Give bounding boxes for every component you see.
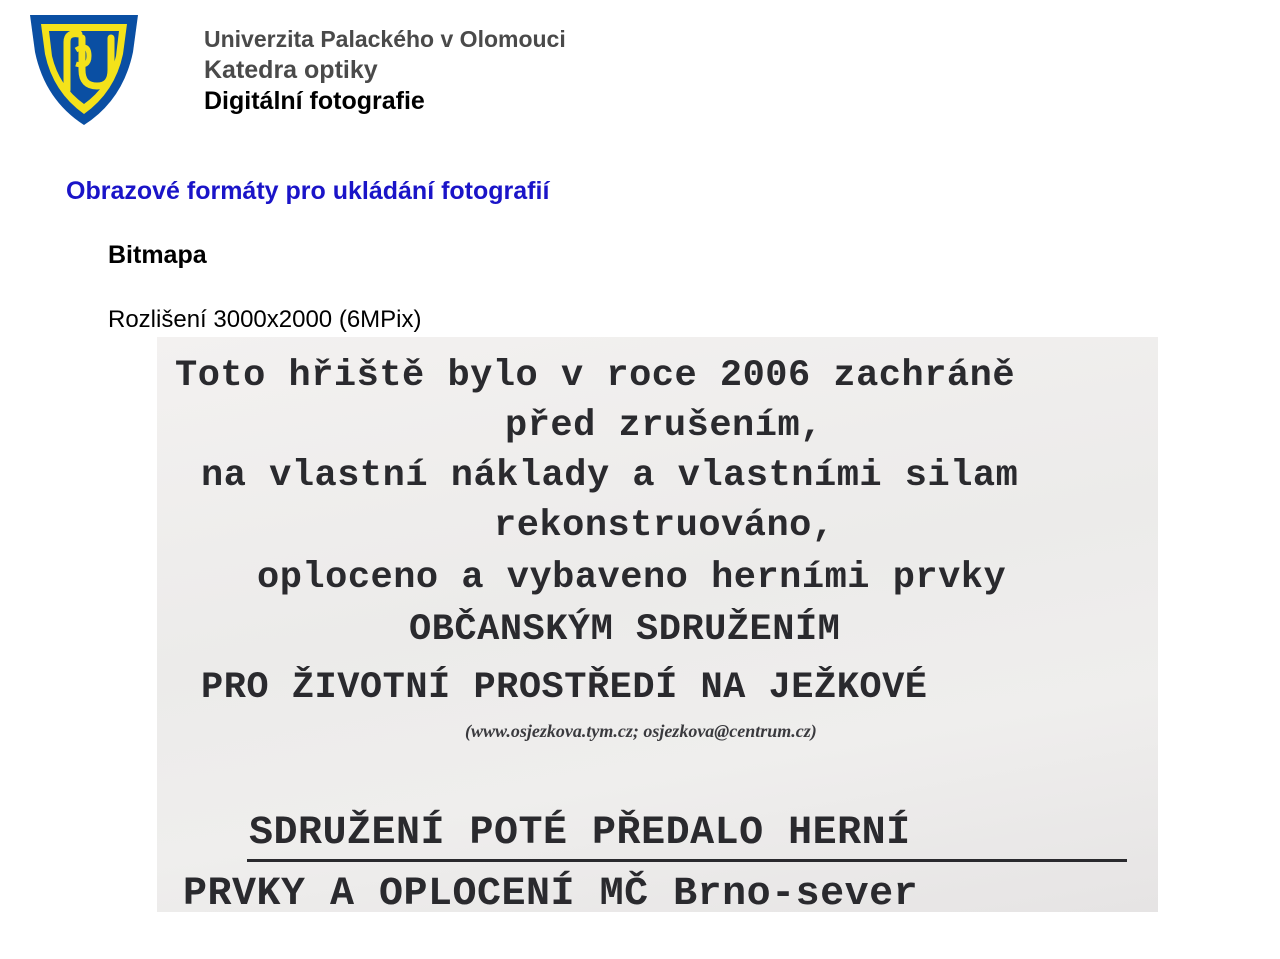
section-heading: Bitmapa xyxy=(108,241,207,269)
sign-underline xyxy=(247,859,1127,862)
slide-title: Obrazové formáty pro ukládání fotografií xyxy=(66,177,550,205)
sign-line: před zrušením, xyxy=(505,405,823,447)
sign-line: na vlastní náklady a vlastními silam xyxy=(201,455,1019,497)
sign-line: oploceno a vybaveno herními prvky xyxy=(257,557,1007,599)
sign-line: Toto hřiště bylo v roce 2006 zachráně xyxy=(175,355,1016,397)
university-name: Univerzita Palackého v Olomouci xyxy=(204,26,566,52)
sign-photograph xyxy=(157,337,1158,912)
sign-line: OBČANSKÝM SDRUŽENÍM xyxy=(409,609,841,651)
sign-contact-line: (www.osjezkova.tym.cz; osjezkova@centrum.cz) xyxy=(465,721,817,741)
sign-line: SDRUŽENÍ POTÉ PŘEDALO HERNÍ xyxy=(249,811,911,856)
course-name: Digitální fotografie xyxy=(204,87,425,115)
sign-line: PRO ŽIVOTNÍ PROSTŘEDÍ NA JEŽKOVÉ xyxy=(201,667,928,709)
sign-line: rekonstruováno, xyxy=(494,505,835,547)
department-name: Katedra optiky xyxy=(204,56,378,84)
university-logo-icon xyxy=(27,12,141,126)
resolution-text: Rozlišení 3000x2000 (6MPix) xyxy=(108,306,422,333)
sign-line: PRVKY A OPLOCENÍ MČ Brno-sever xyxy=(183,872,919,912)
